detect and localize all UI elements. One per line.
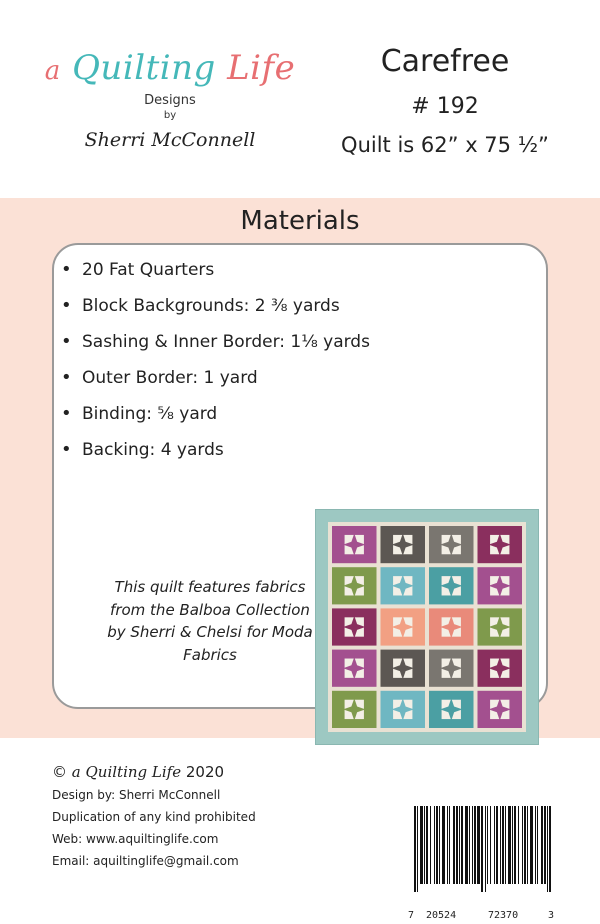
- barcode-bars: [408, 806, 556, 896]
- barcode-bar: [549, 806, 551, 892]
- barcode-bar: [490, 806, 491, 884]
- barcode-bar: [518, 806, 519, 884]
- barcode-bar: [442, 806, 445, 884]
- barcode-bar: [420, 806, 423, 884]
- barcode-bar: [547, 806, 548, 892]
- barcode-bar: [508, 806, 511, 884]
- barcode: [408, 806, 556, 921]
- barcode-bar: [474, 806, 476, 884]
- materials-item: • Backing: 4 yards: [58, 438, 370, 474]
- barcode-bar: [439, 806, 440, 884]
- barcode-bar: [535, 806, 536, 884]
- brand-designs: Designs: [144, 93, 196, 108]
- barcode-bar: [537, 806, 538, 884]
- barcode-bar: [494, 806, 495, 884]
- pattern-number: # 192: [411, 94, 479, 119]
- barcode-bar: [527, 806, 528, 884]
- barcode-bar: [541, 806, 543, 884]
- email[interactable]: Email: aquiltinglife@gmail.com: [52, 854, 239, 868]
- barcode-group-right: 72370: [488, 910, 519, 921]
- barcode-bar: [459, 806, 460, 884]
- brand-by: by: [163, 110, 177, 121]
- materials-item: • Sashing & Inner Border: 1⅛ yards: [58, 330, 370, 366]
- brand-logo-block: [30, 48, 310, 151]
- brand-logo-life: Life: [227, 48, 296, 88]
- copyright-year: 2020: [185, 763, 225, 781]
- barcode-bar: [436, 806, 438, 884]
- barcode-bar: [487, 806, 488, 884]
- quilt-size: Quilt is 62” x 75 ½”: [341, 133, 549, 157]
- barcode-bar: [524, 806, 526, 884]
- materials-item: • Binding: ⅝ yard: [58, 402, 370, 438]
- barcode-digit-last: 3: [548, 910, 555, 921]
- barcode-bar: [449, 806, 450, 884]
- barcode-group-left: 20524: [426, 910, 457, 921]
- barcode-bar: [456, 806, 458, 884]
- barcode-bar: [430, 806, 431, 884]
- barcode-bar: [485, 806, 486, 892]
- barcode-digit-first: 7: [408, 910, 415, 921]
- pattern-title-block: [320, 42, 570, 157]
- pattern-name: Carefree: [380, 44, 510, 79]
- brand-logo: [30, 48, 310, 91]
- materials-heading: Materials: [240, 206, 360, 236]
- brand-logo-quilting: Quilting: [72, 48, 216, 88]
- barcode-bar: [530, 806, 533, 884]
- barcode-bar: [469, 806, 470, 884]
- footer-info: [52, 760, 352, 872]
- barcode-bar: [505, 806, 506, 884]
- website[interactable]: Web: www.aquiltinglife.com: [52, 832, 219, 846]
- copyright-logo: a Quilting Life: [71, 763, 182, 781]
- barcode-bar: [414, 806, 416, 892]
- barcode-bar: [502, 806, 504, 884]
- barcode-bar: [512, 806, 513, 884]
- barcode-bar: [522, 806, 523, 884]
- quilt-photo: [316, 510, 538, 744]
- barcode-bar: [465, 806, 468, 884]
- barcode-bar: [426, 806, 428, 884]
- brand-logo-a: a: [44, 56, 61, 86]
- materials-item: • 20 Fat Quarters: [58, 258, 370, 294]
- copyright-line: [52, 760, 352, 784]
- copyright-symbol: ©: [52, 763, 67, 781]
- barcode-bar: [424, 806, 425, 884]
- brand-author: Sherri McConnell: [84, 129, 256, 151]
- barcode-bar: [496, 806, 498, 884]
- materials-item: • Outer Border: 1 yard: [58, 366, 370, 402]
- materials-list: [58, 258, 370, 474]
- barcode-bar: [500, 806, 501, 884]
- barcode-bar: [447, 806, 448, 884]
- barcode-bar: [472, 806, 473, 884]
- barcode-bar: [477, 806, 480, 884]
- barcode-bar: [544, 806, 546, 884]
- barcode-bar: [453, 806, 455, 884]
- quilt-illustration: [316, 510, 538, 744]
- barcode-bar: [461, 806, 463, 884]
- barcode-bar: [434, 806, 435, 884]
- duplication-notice: Duplication of any kind prohibited: [52, 810, 256, 824]
- barcode-bar: [417, 806, 418, 892]
- materials-item: • Block Backgrounds: 2 ⅜ yards: [58, 294, 370, 330]
- barcode-bar: [514, 806, 516, 884]
- fabric-collection-note: This quilt features fabrics from the Balboa Collection by Sherri & Chelsi for Moda Fabrics: [107, 578, 313, 664]
- barcode-bar: [481, 806, 483, 892]
- design-credit: Design by: Sherri McConnell: [52, 788, 221, 802]
